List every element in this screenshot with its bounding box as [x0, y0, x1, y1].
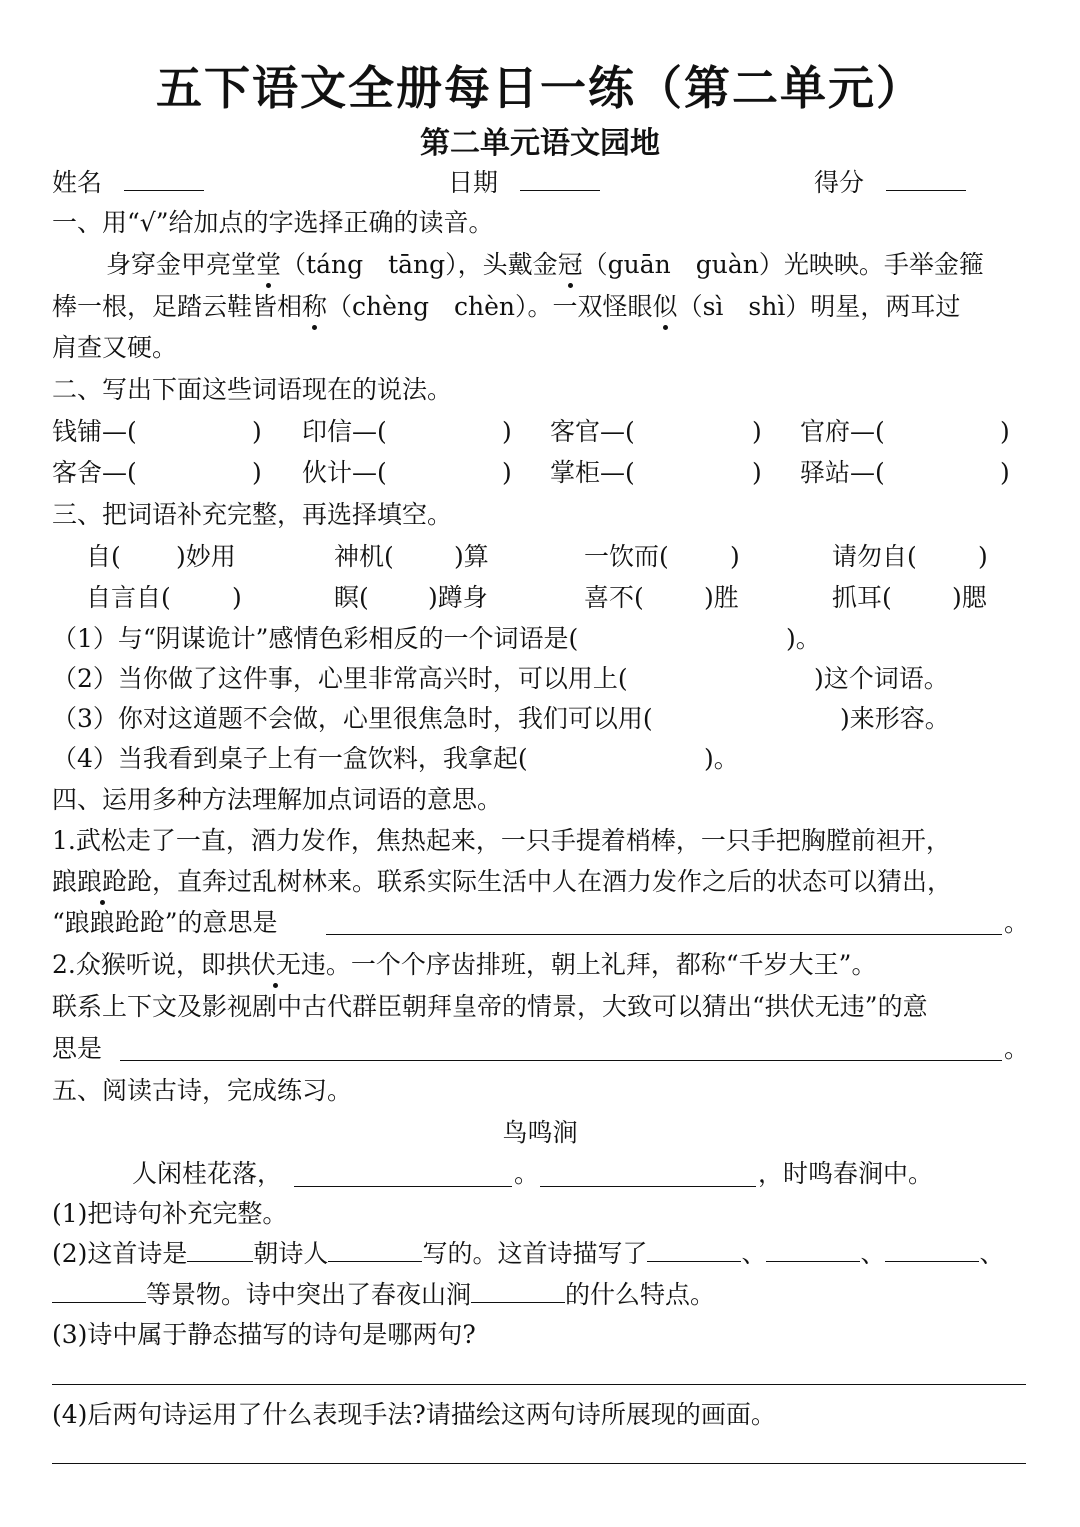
- s3-q2-end: )这个词语。: [814, 664, 949, 693]
- s4-p1-line-2: [52, 867, 952, 897]
- dotted-char: 似: [652, 292, 678, 321]
- term-item: 伙计—(: [302, 458, 387, 487]
- s5-text: (2)这首诗是: [52, 1239, 188, 1268]
- term-close: ): [752, 417, 762, 446]
- date-label: 日期: [448, 168, 499, 197]
- s5-q1: (1)把诗句补充完整。: [52, 1199, 288, 1228]
- idiom-part: ): [730, 542, 740, 571]
- page-title: 五下语文全册每日一练（第二单元）: [156, 61, 924, 115]
- idiom-part: 一饮而(: [584, 542, 669, 571]
- term-close: ): [502, 417, 512, 446]
- poem-line-end: ，时鸣春涧中。: [758, 1159, 934, 1188]
- s1-line-2: [52, 292, 960, 322]
- s5-text: 、: [741, 1239, 767, 1268]
- idiom-part: 自言自(: [86, 583, 171, 612]
- term-item: 官府—(: [800, 417, 885, 446]
- scene-blank[interactable]: [647, 1239, 741, 1262]
- s1-text: （táng tāng），头戴金: [281, 250, 558, 279]
- page-subtitle: 第二单元语文园地: [420, 126, 660, 161]
- term-close: ): [252, 458, 262, 487]
- term-item: 印信—(: [302, 417, 387, 446]
- s4-p1-line-3: “踉踉跄跄”的意思是: [52, 908, 278, 937]
- idiom-part: )妙用: [176, 542, 236, 571]
- term-close: ): [752, 458, 762, 487]
- poem-period: 。: [514, 1159, 540, 1188]
- s3-q1: （1）与“阴谋诡计”感情色彩相反的一个词语是(: [52, 624, 579, 653]
- poem-blank[interactable]: [294, 1186, 512, 1187]
- s1-text: （sì shì）明星，两耳过: [677, 292, 961, 321]
- term-item: 钱铺—(: [52, 417, 137, 446]
- section-3-heading: 三、把词语补充完整，再选择填空。: [52, 500, 453, 529]
- term-item: 掌柜—(: [550, 458, 635, 487]
- scene-blank[interactable]: [52, 1280, 146, 1303]
- s3-q4: （4）当我看到桌子上有一盒饮料，我拿起(: [52, 744, 528, 773]
- s3-q2: （2）当你做了这件事，心里非常高兴时，可以用上(: [52, 664, 628, 693]
- s3-q3-end: )来形容。: [840, 704, 950, 733]
- poem-title: 鸟鸣涧: [502, 1118, 578, 1147]
- s5-text: 朝诗人: [253, 1239, 329, 1268]
- scene-blank[interactable]: [885, 1239, 979, 1262]
- s5-text: 、: [979, 1239, 1005, 1268]
- answer-line[interactable]: [52, 1384, 1026, 1385]
- date-field: [448, 168, 600, 198]
- idiom-part: 神机(: [334, 542, 394, 571]
- idiom-part: ): [232, 583, 242, 612]
- s1-text: （guān guàn）光映映。手举金箍: [582, 250, 984, 279]
- section-5-heading: 五、阅读古诗，完成练习。: [52, 1076, 353, 1105]
- idiom-part: 请勿自(: [832, 542, 917, 571]
- name-blank[interactable]: [124, 168, 204, 191]
- idiom-part: ): [978, 542, 988, 571]
- score-label: 得分: [814, 168, 865, 197]
- score-blank[interactable]: [886, 168, 966, 191]
- term-item: 客舍—(: [52, 458, 137, 487]
- idiom-part: )算: [454, 542, 489, 571]
- s3-q4-end: )。: [704, 744, 739, 773]
- s3-q3: （3）你对这道题不会做，心里很焦急时，我们可以用(: [52, 704, 653, 733]
- idiom-part: 抓耳(: [832, 583, 892, 612]
- scene-blank[interactable]: [766, 1239, 860, 1262]
- answer-line[interactable]: [326, 934, 1002, 935]
- poem-blank[interactable]: [540, 1186, 756, 1187]
- s5-q2-line-1: [52, 1239, 1005, 1269]
- section-1-heading: 一、用“√”给加点的字选择正确的读音。: [52, 208, 494, 237]
- term-item: 客官—(: [550, 417, 635, 446]
- idiom-part: 喜不(: [584, 583, 644, 612]
- s1-text: 身穿金甲亮堂: [106, 250, 257, 279]
- s4-text: 。一个个序齿排班，朝上礼拜，都称“千岁大王”。: [325, 950, 877, 979]
- s4-p1-line-1: 1.武松走了一直，酒力发作，焦热起来，一只手提着梢棒，一只手把胸膛前袒开，: [52, 826, 951, 855]
- s5-text: 写的。这首诗描写了: [422, 1239, 648, 1268]
- score-field: [814, 168, 966, 198]
- s5-text: 等景物。诗中突出了春夜山涧: [146, 1280, 472, 1309]
- s5-text: 、: [860, 1239, 886, 1268]
- poet-blank[interactable]: [328, 1239, 422, 1262]
- name-field: [52, 168, 204, 198]
- term-close: ): [502, 458, 512, 487]
- s1-line-3: 肩查又硬。: [52, 333, 178, 362]
- period: 。: [1004, 1034, 1030, 1063]
- s4-p2-line-2: 联系上下文及影视剧中古代群臣朝拜皇帝的情景，大致可以猜出“拱伏无违”的意: [52, 992, 928, 1021]
- dynasty-blank[interactable]: [187, 1239, 253, 1262]
- date-blank[interactable]: [520, 168, 600, 191]
- s4-text: 2.众猴听说，即: [52, 950, 226, 979]
- dotted-phrase: 踉踉跄跄: [52, 867, 153, 896]
- s1-text: （chèng chèn）。一双怪眼: [327, 292, 653, 321]
- idiom-part: )腮: [952, 583, 987, 612]
- dotted-phrase: 拱伏无违: [225, 950, 326, 979]
- idiom-part: )胜: [704, 583, 739, 612]
- name-label: 姓名: [52, 168, 103, 197]
- feature-blank[interactable]: [471, 1280, 565, 1303]
- poem-line-start: 人闲桂花落，: [132, 1159, 283, 1188]
- s4-p2-line-3: 思是: [52, 1034, 103, 1063]
- term-close: ): [1000, 417, 1010, 446]
- s1-line-1: [106, 250, 984, 280]
- answer-line[interactable]: [52, 1463, 1026, 1464]
- s4-text: ，直奔过乱树林来。联系实际生活中人在酒力发作之后的状态可以猜出，: [152, 867, 953, 896]
- term-close: ): [1000, 458, 1010, 487]
- section-4-heading: 四、运用多种方法理解加点词语的意思。: [52, 785, 503, 814]
- idiom-part: )蹲身: [428, 583, 488, 612]
- s5-q3: (3)诗中属于静态描写的诗句是哪两句?: [52, 1320, 476, 1349]
- s5-text: 的什么特点。: [565, 1280, 716, 1309]
- period: 。: [1004, 908, 1030, 937]
- term-item: 驿站—(: [800, 458, 885, 487]
- term-close: ): [252, 417, 262, 446]
- s5-q4: (4)后两句诗运用了什么表现手法?请描绘这两句诗所展现的画面。: [52, 1400, 776, 1429]
- answer-line[interactable]: [120, 1060, 1002, 1061]
- dotted-char: 称: [302, 292, 328, 321]
- s4-p2-line-1: [52, 950, 876, 980]
- dotted-char: 堂: [256, 250, 282, 279]
- idiom-part: 自(: [86, 542, 121, 571]
- idiom-part: 瞑(: [334, 583, 369, 612]
- dotted-char: 冠: [557, 250, 583, 279]
- s5-q2-line-2: [52, 1280, 715, 1310]
- section-2-heading: 二、写出下面这些词语现在的说法。: [52, 375, 453, 404]
- s1-text: 棒一根，足踏云鞋皆相: [52, 292, 303, 321]
- s3-q1-end: )。: [786, 624, 821, 653]
